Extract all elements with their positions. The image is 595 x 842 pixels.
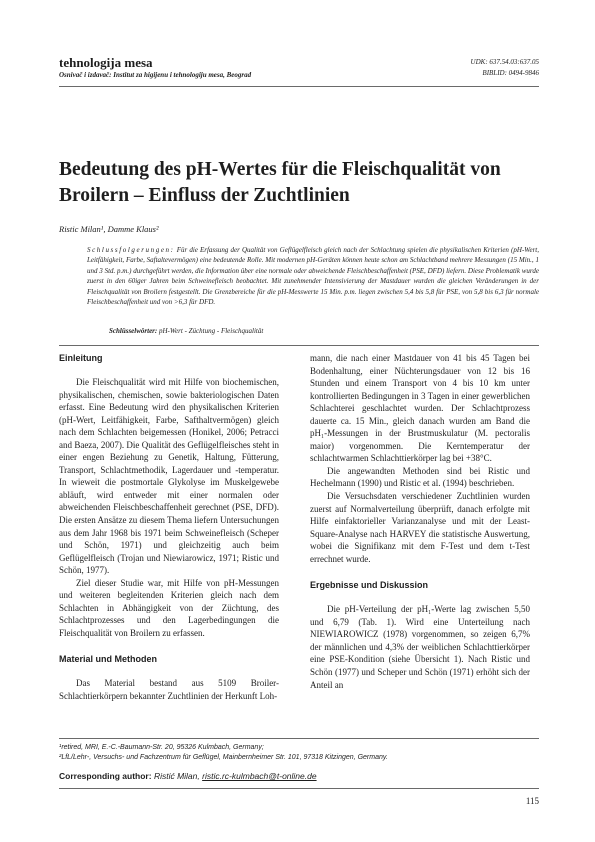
paragraph: mann, die nach einer Mastdauer von 41 bis 45 Tagen bei Bodenhaltung, einer Nüchterungsdauer von 12 bis 16 Stunden und einem Transport von 4 bis 10 km unter kontrollierten Bedingungen in 3 Tagen in einer gewerblichen Schlachterei geschlachtet wurden. Der Schlachtprozess dauerte ca. 15 Min., gleich danach wurden am Band die pH₁-Messungen in der Brustmuskulatur (M. pectoralis maior) vorgenommen. Die Kerntemperatur der schlachtwarmen Schlachttierkörper lag bei +38°C. [310,353,530,464]
paragraph: Ziel dieser Studie war, mit Hilfe von pH-Messungen und weiteren begleitenden Kriterien gleich nach dem Schlachten in Abhängigkeit von der Züchtung, des Schlachtprozesses und den Lagerbedingungen die Fleischqualität von Broilern zu erfassen. [59,577,279,638]
paragraph: Die pH-Verteilung der pH₁-Werte lag zwischen 5,50 und 6,79 (Tab. 1). Wird eine Unterteilung nach NIEWIAROWICZ (1978) vorgenommen, so zeigen 6,7% der männlichen und 4,3% der weiblichen Schlachttierkörper eine PSE-Kondition (siehe Übersicht 1). Nach Ristic und Schön (1977) und Scheper und Schön (1971) erhöht sich der Anteil an [310,604,530,690]
corresponding-author [59,771,317,781]
section-heading-material: Material und Methoden [59,654,158,665]
footnote-divider [59,738,539,739]
section-heading-einleitung: Einleitung [59,353,103,363]
paragraph: Die angewandten Methoden sind bei Ristic und Hechelmann (1990) und Ristic et al. (1994) beschrieben. [310,465,530,489]
journal-name: tehnologija mesa [59,55,153,70]
article-authors: Ristic Milan¹, Damme Klaus² [59,224,159,234]
keywords-label: Schlüsselwörter: [109,327,158,335]
abstract-lead: Schlussfolgerungen: [87,246,175,254]
section-heading-ergebnisse: Ergebnisse und Diskussion [310,580,429,591]
abstract-text: Für die Erfassung der Qualität von Geflügelfleisch gleich nach der Schlachtung spielen die physikalischen Kriterien (pH-Wert, Leitfähigkeit, Farbe, Saftaltevermögen) eine bedeutende Rolle. Mit modernen pH-Geräten können heute schon am Schlachtband mehrere Messungen (15 Min., 1 und 3 Std. p.m.) durchgeführt werden, die Information über eine normale oder abweichende Fleischbeschaffenheit (PSE, DFD) liefern. Diese Problematik wurde zuerst in den 60iger Jahren beim Schweinefleisch beobachtet. Mit zunehmender Intensivierung der Mastdauer wurden die gleichen Veränderungen in der Fleischqualität von Broilern festgestellt. Die Grenzbereiche für die pH-Messwerte 15 Min. p.m. liegen zwischen 5,4 bis 5,8 für PSE, von 5,8 bis 6,3 für normale Fleischbeschaffenheit und von >6,3 für DFD. [87,246,539,307]
page-number: 115 [525,796,539,806]
corresponding-label: Corresponding author: [59,771,152,781]
article-title: Bedeutung des pH-Wertes für die Fleischqualität von Broilern – Einfluss der Zuchtlinien [59,159,501,206]
abstract-divider [59,345,539,346]
email-link[interactable]: ristic.rc-kulmbach@t-online.de [202,771,317,781]
keywords [109,327,263,335]
keywords-text: pH-Wert - Züchtung - Fleischqualität [158,327,264,335]
biblid-code: BIBLID: 0494-9846 [482,69,539,77]
right-column [310,352,530,691]
abstract [87,245,539,307]
publisher-line: Osnivač i izdavač: Institut za higijenu i tehnologiju mesa, Beograd [59,71,252,79]
footnote-1: ¹retired, MRI, E.-C.-Baumann-Str. 20, 95326 Kulmbach, Germany; [59,744,264,751]
bottom-divider [59,788,539,789]
footnote-2: ²LfL/Lehr-, Versuchs- und Fachzentrum für Geflügel, Mainbernheimer Str. 101, 97318 Kitzingen, Germany. [59,753,388,761]
paragraph: Die Fleischqualität wird mit Hilfe von biochemischen, physikalischen, chemischen, sowie bakteriologischen Daten erfasst. Eine Bedeutung wird den physikalischen Kriterien (pH-Wert, Leitfähigkeit, Farbe, Safthaltvermögen) gleich nach dem Schlachten beigemessen (Honikel, 2006; Petracci and Baeza, 2007). Die Qualität des Geflügelfleisches steht in einer engen Beziehung zu Genetik, Haltung, Fütterung, Transport, Schlachtmethodik, Lagerdauer und -temperatur. In wieweit die postmortale Glykolyse im Muskelgewebe abläuft, wird entweder mit einer normalen oder abweichenden Fleischbeschaffenheit gerechnet (PSE, DFD). Die ersten Ansätze zu diesem Thema liefern Untersuchungen aus dem Jahr 1968 bis 1971 beim Schweinefleisch (Scheper und Schön, 1971) und gleichzeitig auch beim Geflügelfleisch (Trojan und Niewiarowicz, 1971; Ristic und Schön, 1977). [59,377,280,576]
paragraph: Die Versuchsdaten verschiedener Zuchtlinien wurden zuerst auf Normalverteilung überprüft, danach erfolgte mit Hilfe einfaktorieller Varianzanalyse und mit der Least-Square-Analyse nach HARVEY die statistische Auswertung, wobei die Signifikanz mit dem F-Test und dem t-Test errechnet wurde. [310,491,530,564]
paragraph: Das Material bestand aus 5109 Broiler-Schlachtierkörpern bekannter Zuchtlinien der Herkunft Loh- [59,678,279,702]
footnotes [59,743,539,763]
udk-code: UDK: 637.54.03:637.05 [470,58,539,66]
header-divider [59,86,539,87]
corresponding-name: Ristić Milan, [153,771,200,781]
left-column [59,352,279,703]
